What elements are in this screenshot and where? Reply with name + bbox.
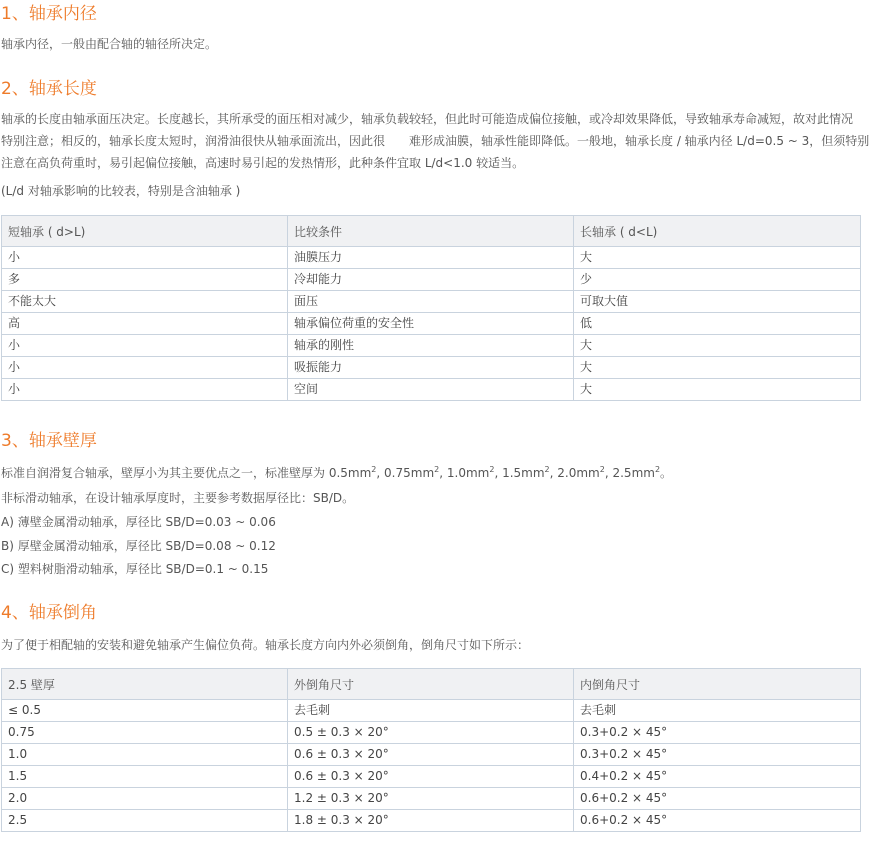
thickness-value: 0.5mm xyxy=(328,466,372,480)
table-cell: 2.0 xyxy=(2,788,288,810)
table-cell: 冷却能力 xyxy=(288,269,574,291)
table-row xyxy=(2,379,861,401)
table-cell: 轴承的刚性 xyxy=(288,335,574,357)
thickness-value: 2.5mm xyxy=(612,466,655,480)
ld-comparison-table xyxy=(1,215,861,401)
header-short-bearing: 短轴承 ( d>L) xyxy=(2,216,288,247)
table-cell: 0.75 xyxy=(2,722,288,744)
header-outer-chamfer: 外倒角尺寸 xyxy=(288,669,574,700)
table-cell: 0.6 ± 0.3 × 20° xyxy=(288,766,574,788)
superscript: 2 xyxy=(544,465,550,474)
table-cell: 不能太大 xyxy=(2,291,288,313)
table-row xyxy=(2,313,861,335)
table-row xyxy=(2,247,861,269)
wall-thickness-line: C) 塑料树脂滑动轴承，厚径比 SB/D=0.1 ~ 0.15 xyxy=(1,562,269,576)
thickness-value: 0.75mm xyxy=(384,466,435,480)
table-cell: 1.5 xyxy=(2,766,288,788)
table-cell: 2.5 xyxy=(2,810,288,832)
section-title-chamfer: 4、轴承倒角 xyxy=(1,603,97,623)
table-cell: 0.3+0.2 × 45° xyxy=(574,744,861,766)
table-row xyxy=(2,269,861,291)
table-cell: 0.6+0.2 × 45° xyxy=(574,788,861,810)
table-cell: 面压 xyxy=(288,291,574,313)
section-title-length: 2、轴承长度 xyxy=(1,79,97,99)
header-inner-chamfer: 内倒角尺寸 xyxy=(574,669,861,700)
header-condition: 比较条件 xyxy=(288,216,574,247)
table-header-row xyxy=(2,216,861,247)
section-title-wall-thickness: 3、轴承壁厚 xyxy=(1,431,97,451)
table-cell: 1.2 ± 0.3 × 20° xyxy=(288,788,574,810)
table-cell: 大 xyxy=(574,379,861,401)
table-cell: 去毛刺 xyxy=(574,700,861,722)
header-wall-thickness: 2.5 壁厚 xyxy=(2,669,288,700)
thickness-value: 2.0mm xyxy=(557,466,600,480)
table-cell: 大 xyxy=(574,335,861,357)
table-row xyxy=(2,810,861,832)
table-cell: 少 xyxy=(574,269,861,291)
table-cell: 吸振能力 xyxy=(288,357,574,379)
table-cell: 油膜压力 xyxy=(288,247,574,269)
superscript: 2 xyxy=(654,465,661,474)
wall-thickness-standard-line xyxy=(0,462,672,484)
table-row xyxy=(2,766,861,788)
table-row xyxy=(2,357,861,379)
inner-diameter-text: 轴承内径，一般由配合轴的轴径所决定。 xyxy=(1,37,218,51)
chamfer-text: 为了便于相配轴的安装和避免轴承产生偏位负荷。轴承长度方向内外必须倒角，倒角尺寸如下所示： xyxy=(1,638,530,652)
table-row xyxy=(2,722,861,744)
wall-thickness-line: A) 薄壁金属滑动轴承，厚径比 SB/D=0.03 ~ 0.06 xyxy=(1,515,276,529)
length-paragraph xyxy=(0,108,871,174)
separator: , xyxy=(604,466,613,480)
table-cell: 大 xyxy=(574,247,861,269)
table-header-row xyxy=(2,669,861,700)
table-cell: 可取大值 xyxy=(574,291,861,313)
table-cell: 小 xyxy=(2,357,288,379)
table-cell: 小 xyxy=(2,335,288,357)
table-cell: 大 xyxy=(574,357,861,379)
table-cell: 0.3+0.2 × 45° xyxy=(574,722,861,744)
table-cell: 0.6 ± 0.3 × 20° xyxy=(288,744,574,766)
table-cell: 高 xyxy=(2,313,288,335)
table-cell: 空间 xyxy=(288,379,574,401)
table-cell: 1.8 ± 0.3 × 20° xyxy=(288,810,574,832)
table-row xyxy=(2,335,861,357)
superscript: 2 xyxy=(371,465,377,474)
length-paragraph-line: 轴承的长度由轴承面压决定。长度越长，其所承受的面压相对减少，轴承负载较轻，但此时可能造成偏位接触，或冷却效果降低，导致轴承寿命减短，故对此情况 xyxy=(1,112,854,126)
header-long-bearing: 长轴承 ( d<L) xyxy=(574,216,861,247)
table-cell: ≤ 0.5 xyxy=(2,700,288,722)
thickness-value: 1.0mm xyxy=(446,466,490,480)
table-cell: 1.0 xyxy=(2,744,288,766)
table-cell: 小 xyxy=(2,247,288,269)
table-cell: 0.6+0.2 × 45° xyxy=(574,810,861,832)
chamfer-table xyxy=(1,668,861,832)
table-cell: 去毛刺 xyxy=(288,700,574,722)
superscript: 2 xyxy=(599,465,605,474)
section-title-inner-diameter: 1、轴承内径 xyxy=(1,4,97,24)
wall-thickness-suffix: 。 xyxy=(660,466,673,480)
table-cell: 0.4+0.2 × 45° xyxy=(574,766,861,788)
table-cell: 小 xyxy=(2,379,288,401)
separator: , xyxy=(494,466,503,480)
table-row xyxy=(2,700,861,722)
table-cell: 0.5 ± 0.3 × 20° xyxy=(288,722,574,744)
table-cell: 轴承偏位荷重的安全性 xyxy=(288,313,574,335)
separator: , xyxy=(376,466,385,480)
wall-thickness-line: B) 厚壁金属滑动轴承，厚径比 SB/D=0.08 ~ 0.12 xyxy=(1,539,276,553)
length-paragraph-line: 特别注意；相反的，轴承长度太短时，润滑油很快从轴承面流出，因此很 难形成油膜，轴承性能即降低。一般地，轴承长度 / 轴承内径 L/d=0.5 ~ 3，但须特别 xyxy=(1,134,870,148)
superscript: 2 xyxy=(434,465,440,474)
table-row xyxy=(2,291,861,313)
separator: , xyxy=(439,466,447,480)
length-table-note: (L/d 对轴承影响的比较表，特别是含油轴承 ) xyxy=(1,184,241,198)
thickness-value: 1.5mm xyxy=(502,466,545,480)
table-cell: 多 xyxy=(2,269,288,291)
separator: , xyxy=(549,466,558,480)
wall-thickness-line: 非标滑动轴承，在设计轴承厚度时，主要参考数据厚径比：SB/D。 xyxy=(1,491,355,505)
length-paragraph-line: 注意在高负荷重时，易引起偏位接触，高速时易引起的发热情形，此种条件宜取 L/d<1.0 较适当。 xyxy=(1,156,525,170)
superscript: 2 xyxy=(489,465,495,474)
table-cell: 低 xyxy=(574,313,861,335)
wall-thickness-prefix: 标准自润滑复合轴承，壁厚小为其主要优点之一，标准壁厚为 xyxy=(1,466,329,480)
table-row xyxy=(2,788,861,810)
table-row xyxy=(2,744,861,766)
